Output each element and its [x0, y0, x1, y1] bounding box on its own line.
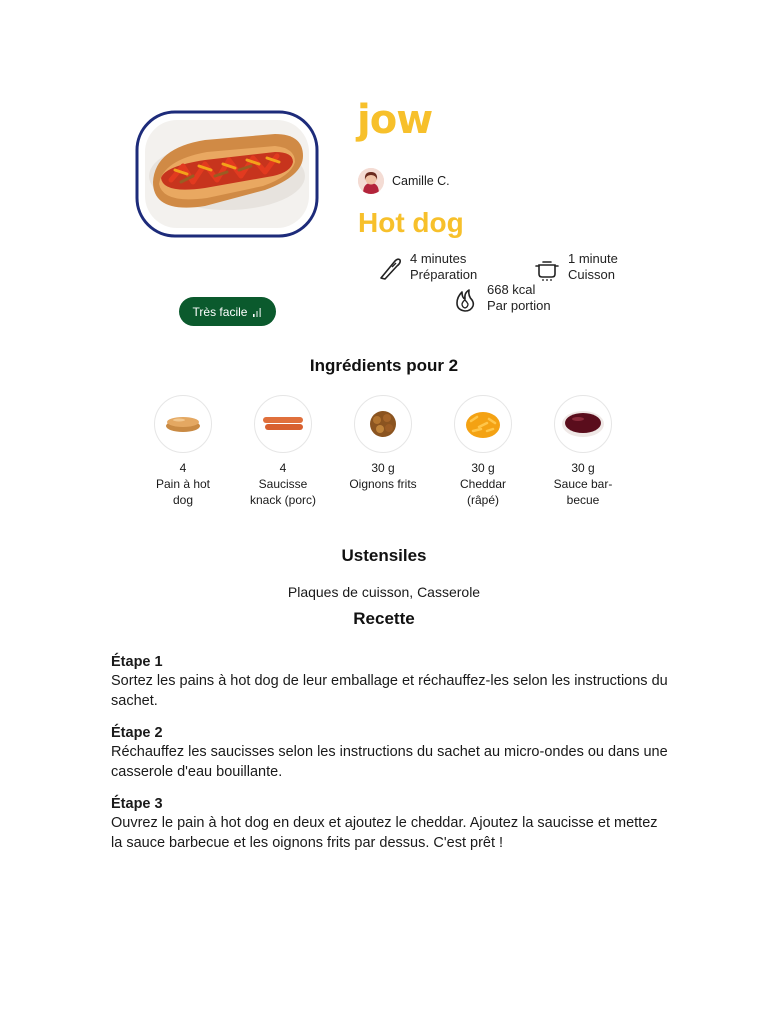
ingredient-item — [533, 395, 633, 508]
ingredient-qty: 30 g — [371, 461, 395, 475]
ingredient-qty: 30 g — [471, 461, 495, 475]
ingredient-qty: 4 — [179, 461, 187, 475]
ingredients-list — [133, 395, 633, 508]
step-item — [111, 724, 671, 782]
avatar — [358, 168, 384, 194]
step-text: Réchauffez les saucisses selon les instructions du sachet au micro-ondes ou dans une casserole d'eau bouillante. — [111, 744, 668, 780]
step-text: Sortez les pains à hot dog de leur emballage et réchauffez-les selon les instructions du sachet. — [111, 673, 668, 709]
calories-label: Par portion — [487, 297, 551, 313]
step-item — [111, 653, 671, 711]
step-title: Étape 3 — [111, 796, 163, 812]
flame-icon — [452, 287, 478, 313]
ingredient-name: Saucisse knack (porc) — [249, 477, 317, 507]
ingredient-item — [433, 395, 533, 508]
calories — [487, 282, 551, 313]
ingredient-name: Oignons frits — [349, 477, 417, 491]
ingredient-name: Sauce bar-becue — [553, 477, 613, 507]
utensils-list: Plaques de cuisson, Casserole — [287, 584, 481, 600]
ingredient-name: Pain à hot dog — [155, 477, 211, 507]
calories-value: 668 kcal — [487, 282, 536, 297]
step-item — [111, 795, 671, 853]
ingredient-image — [454, 395, 512, 453]
author[interactable] — [358, 168, 450, 194]
step-title: Étape 2 — [111, 725, 163, 741]
ingredient-qty: 30 g — [571, 461, 595, 475]
knife-icon — [377, 255, 403, 281]
recipe-title: Hot dog — [358, 207, 464, 238]
ingredient-item — [333, 395, 433, 508]
difficulty-badge — [179, 297, 276, 326]
brand-logo[interactable]: jow — [357, 97, 433, 143]
cook-time — [568, 251, 618, 282]
prep-time-value: 4 minutes — [410, 251, 467, 266]
ingredient-name: Cheddar (râpé) — [459, 477, 507, 507]
ingredient-item — [233, 395, 333, 508]
prep-time-label: Préparation — [410, 266, 478, 282]
signal-bars-icon — [252, 307, 262, 317]
ingredients-title: Ingrédients pour 2 — [309, 356, 459, 375]
ingredient-image — [254, 395, 312, 453]
cook-time-value: 1 minute — [568, 251, 618, 266]
calories-icon-wrap — [452, 287, 478, 318]
recipe-photo — [135, 110, 319, 238]
prep-time-icon-wrap — [377, 255, 403, 286]
step-text: Ouvrez le pain à hot dog en deux et ajoutez le cheddar. Ajoutez la saucisse et mettez la sauce barbecue et les oignons frits par dessus. C'est prêt ! — [111, 815, 658, 851]
steps-title: Recette — [353, 609, 415, 628]
steps-list — [111, 653, 671, 866]
pot-icon — [534, 256, 560, 282]
ingredient-qty: 4 — [279, 461, 287, 475]
author-name: Camille C. — [392, 174, 450, 188]
ingredient-image — [554, 395, 612, 453]
prep-time — [410, 251, 477, 282]
ingredient-image — [354, 395, 412, 453]
ingredient-image — [154, 395, 212, 453]
step-title: Étape 1 — [111, 654, 163, 670]
ingredient-item — [133, 395, 233, 508]
cook-time-label: Cuisson — [568, 266, 615, 282]
difficulty-label: Très facile — [192, 304, 248, 319]
utensils-title: Ustensiles — [341, 546, 427, 565]
